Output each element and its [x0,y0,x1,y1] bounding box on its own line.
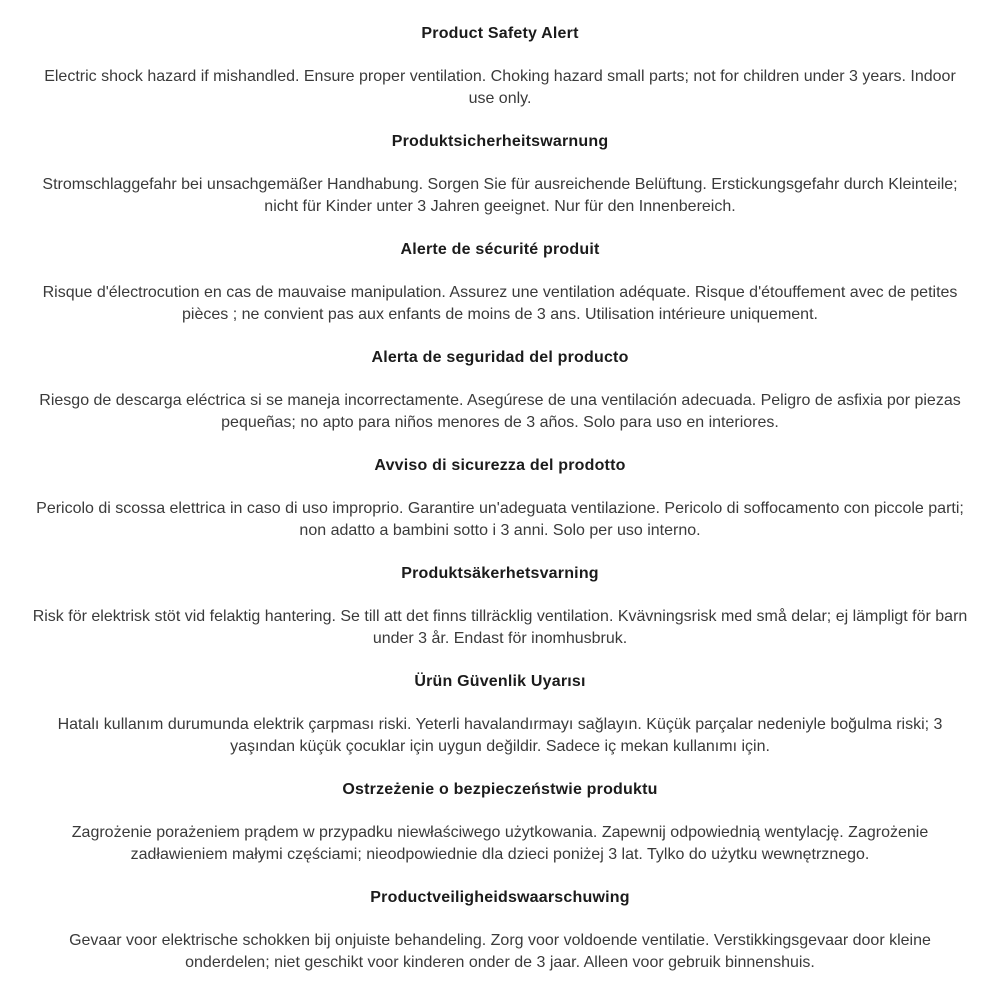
section-italian [32,455,968,542]
section-body-polish: Zagrożenie porażeniem prądem w przypadku niewłaściwego użytkowania. Zapewnij odpowiednią wentylację. Zagrożenie zadławieniem małymi częściami; nieodpowiednie dla dzieci poniżej 3 lat. Tylko do użytku wewnętrznego. [71,824,929,863]
section-heading-german: Produktsicherheitswarnung [391,133,609,150]
section-heading-italian: Avviso di sicurezza del prodotto [374,457,626,474]
section-english [32,23,968,110]
section-body-italian: Pericolo di scossa elettrica in caso di uso improprio. Garantire un'adeguata ventilazione. Pericolo di soffocamento con piccole parti; non adatto a bambini sotto i 3 anni. Solo per uso interno. [36,500,964,539]
section-heading-french: Alerte de sécurité produit [400,241,600,258]
section-body-english: Electric shock hazard if mishandled. Ensure proper ventilation. Choking hazard small parts; not for children under 3 years. Indoor use only. [44,68,956,107]
section-swedish [32,563,968,650]
section-heading-polish: Ostrzeżenie o bezpieczeństwie produktu [342,781,658,798]
section-body-french: Risque d'électrocution en cas de mauvaise manipulation. Assurez une ventilation adéquate. Risque d'étouffement avec de petites pièces ; ne convient pas aux enfants de moins de 3 ans. Utilisation intérieure uniquement. [42,284,958,323]
section-french [32,239,968,326]
section-heading-swedish: Produktsäkerhetsvarning [401,565,599,582]
section-body-dutch: Gevaar voor elektrische schokken bij onjuiste behandeling. Zorg voor voldoende ventilatie. Verstikkingsgevaar door kleine onderdelen; niet geschikt voor kinderen onder de 3 jaar. Alleen voor gebruik binnenshuis. [69,932,931,971]
section-body-spanish: Riesgo de descarga eléctrica si se maneja incorrectamente. Asegúrese de una ventilación adecuada. Peligro de asfixia por piezas pequeñas; no apto para niños menores de 3 años. Solo para uso en interiores. [39,392,961,431]
section-heading-english: Product Safety Alert [421,25,579,42]
section-polish [32,779,968,866]
section-body-swedish: Risk för elektrisk stöt vid felaktig hantering. Se till att det finns tillräcklig ventilation. Kvävningsrisk med små delar; ej lämpligt för barn under 3 år. Endast för inomhusbruk. [32,608,968,647]
section-spanish [32,347,968,434]
section-heading-dutch: Productveiligheidswaarschuwing [370,889,630,906]
section-heading-turkish: Ürün Güvenlik Uyarısı [414,673,586,690]
section-german [32,131,968,218]
section-dutch [32,887,968,974]
section-body-turkish: Hatalı kullanım durumunda elektrik çarpması riski. Yeterli havalandırmayı sağlayın. Küçük parçalar nedeniyle boğulma riski; 3 yaşından küçük çocuklar için uygun değildir. Sadece iç mekan kullanımı için. [57,716,943,755]
section-turkish [32,671,968,758]
section-body-german: Stromschlaggefahr bei unsachgemäßer Handhabung. Sorgen Sie für ausreichende Belüftung. Erstickungsgefahr durch Kleinteile; nicht für Kinder unter 3 Jahren geeignet. Nur für den Innenbereich. [42,176,958,215]
section-heading-spanish: Alerta de seguridad del producto [371,349,629,366]
